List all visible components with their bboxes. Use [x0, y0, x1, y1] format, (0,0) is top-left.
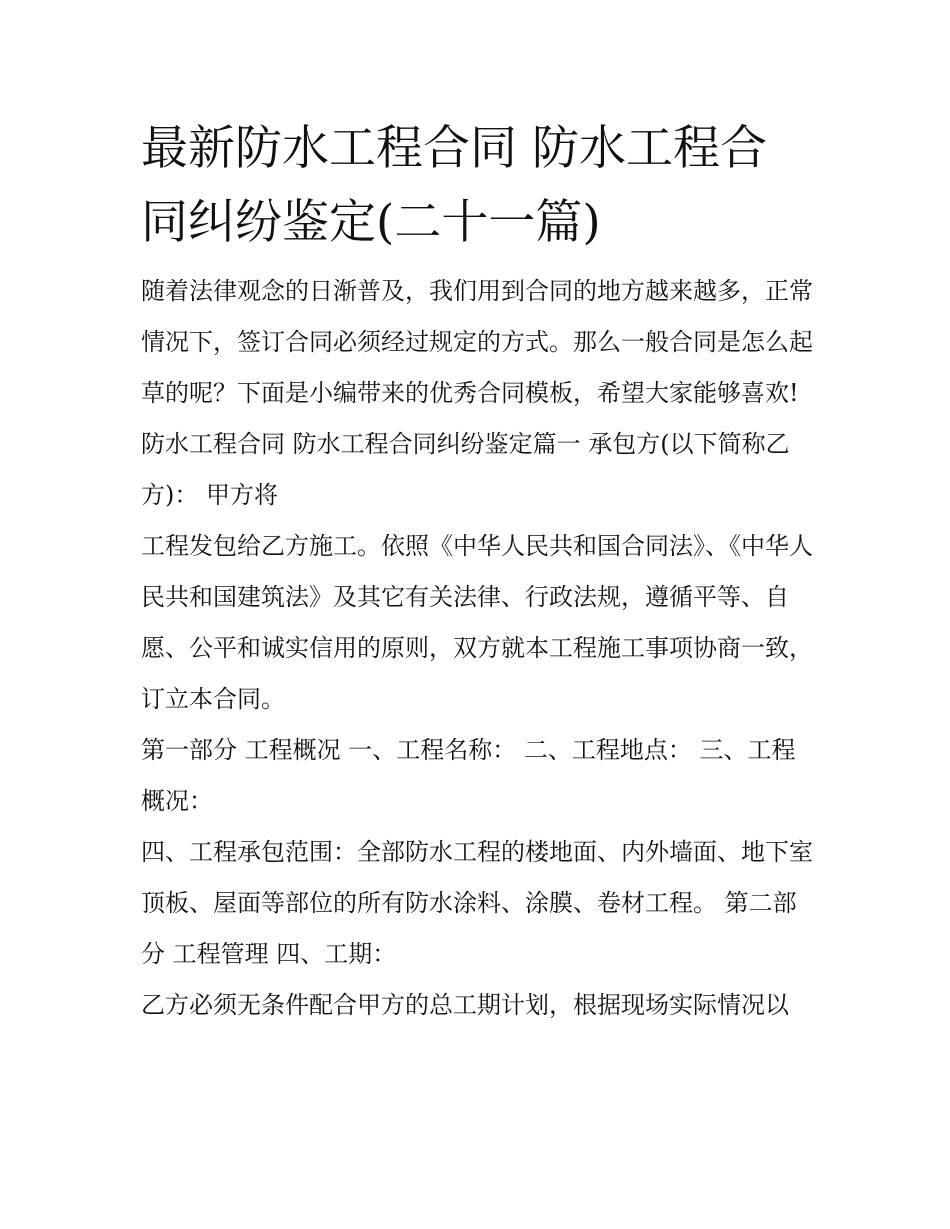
paragraph-contract-parties: 防水工程合同 防水工程合同纠纷鉴定篇一 承包方(以下简称乙方)： 甲方将	[141, 430, 790, 509]
paragraph-scope: 四、工程承包范围：全部防水工程的楼地面、内外墙面、地下室顶板、屋面等部位的所有防水涂料、涂膜、卷材工程。 第二部分 工程管理 四、工期：	[141, 838, 813, 968]
document-body	[141, 112, 813, 1031]
paragraph-intro: 随着法律观念的日渐普及，我们用到合同的地方越来越多，正常情况下，签订合同必须经过规定的方式。那么一般合同是怎么起草的呢？下面是小编带来的优秀合同模板，希望大家能够喜欢!	[141, 277, 813, 407]
paragraph-schedule: 乙方必须无条件配合甲方的总工期计划，根据现场实际情况以	[141, 991, 789, 1019]
document-title: 最新防水工程合同 防水工程合同纠纷鉴定(二十一篇)	[141, 121, 767, 250]
paragraph-legal-basis: 工程发包给乙方施工。依照《中华人民共和国合同法》、《中华人民共和国建筑法》及其它有关法律、行政法规，遵循平等、自愿、公平和诚实信用的原则，双方就本工程施工事项协商一致，订立本合同。	[141, 532, 813, 713]
paragraph-project-overview: 第一部分 工程概况 一、工程名称： 二、工程地点： 三、工程概况：	[141, 736, 796, 815]
